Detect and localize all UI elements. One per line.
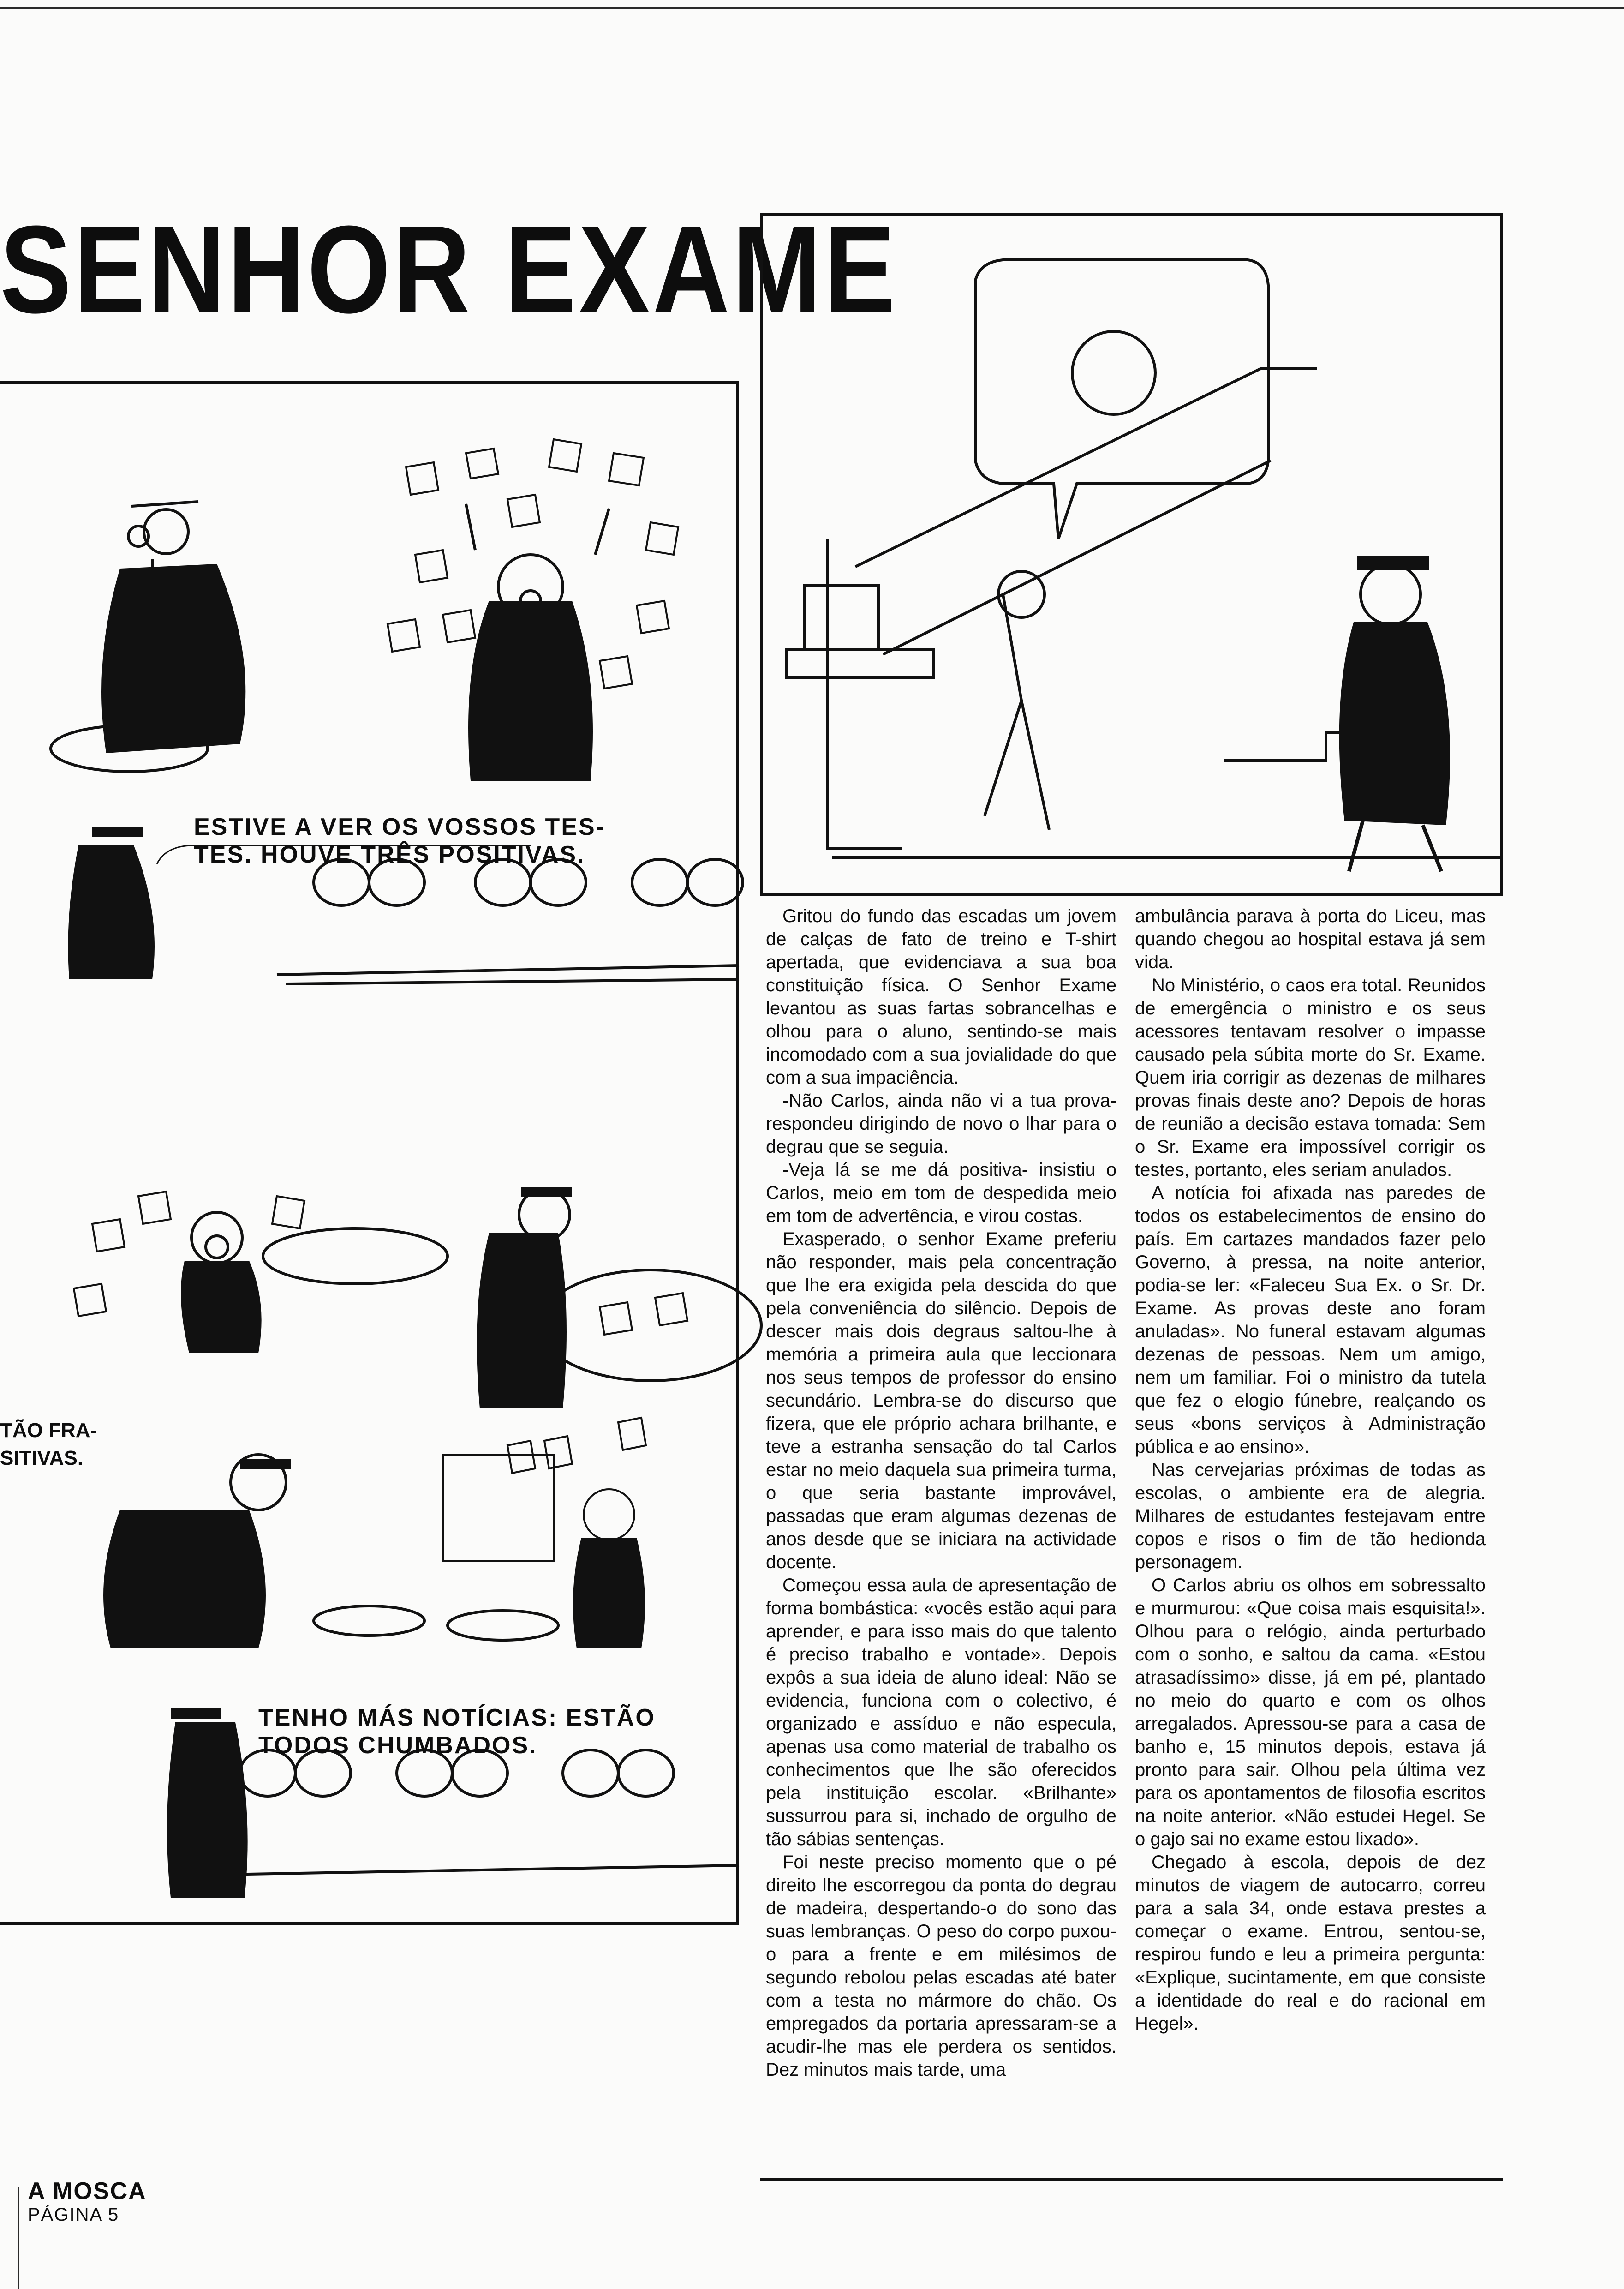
paragraph: Chegado à escola, depois de dez minutos de viagem de autocarro, correu para a sala 34, onde estava prestes a começar o exame. Entrou, sentou-se, respirou fundo e leu a primeira pergunta: «Explique, sucintamente, em que consiste a identidade do real e do racional em Hegel».: [1135, 1852, 1486, 2034]
scan-left-edge: [18, 2187, 19, 2289]
thought-bubble: [975, 260, 1268, 539]
cut-off-bubble-text: TÃO FRA- SITIVAS.: [0, 1419, 97, 1469]
students-row5: [221, 1750, 739, 1875]
paragraph: Foi neste preciso momento que o pé direito lhe escorregou da ponta do degrau de madeira, despertando-o do sono das suas lembranças. O peso do corpo puxou-o para a frente e em milésimos de segundo rebolou pelas escadas até bater com a testa no mármore do chão. Os empregados da portaria apressaram-se a acudir-lhe mas ele perdera os sentidos. Dez minutos mais tarde, uma: [766, 1852, 1116, 2080]
gown-2: [468, 601, 593, 781]
gown-5: [477, 1233, 567, 1408]
professor-walking-gown: [1339, 622, 1450, 825]
professor-legs: [1349, 821, 1441, 871]
comic-strip-left: [0, 381, 739, 1925]
paragraph: No Ministério, o caos era total. Reunidos de emergência o ministro e os seus acessores tentavam resolver o impasse causado pela súbita morte do Sr. Exame. Quem iria corrigir as dezenas de milhares provas finais deste ano? Depois de horas de reunião a decisão estava tomada: Sem o Sr. Exame era impossível corrigir os testes, portanto, eles seriam anulados.: [1135, 975, 1486, 1180]
telephone: [805, 585, 878, 650]
speech-bubble-1-text: ESTIVE A VER OS VOSSOS TES- TES. HOUVE TRÊS POSITIVAS.: [194, 814, 606, 868]
page-footer: [28, 2178, 240, 2234]
paragraph: Exasperado, o senhor Exame preferiu não responder, mais pela concentração que lhe era exigida pela descida do que pela conveniência do silêncio. Depois de descer mais dois degraus saltou-lhe à memória a primeira aula que leccionara nos seus tempos de professor do ensino secundário. Lembra-se do discurso que fizera, que ele próprio achara brilhante, e teve a estranha sensação do tal Carlos estar no meio daquela sua primeira turma, o que seria bastante improvável, passadas que eram algumas dezenas de anos desde que se iniciara na actividade docente.: [766, 1229, 1116, 1572]
gown-8: [167, 1722, 248, 1898]
cap-6: [240, 1459, 291, 1469]
article-column-2: [1135, 905, 1486, 2160]
gown-7: [573, 1538, 645, 1648]
gown-4: [181, 1261, 262, 1353]
phone-table: [786, 650, 934, 677]
cap-5: [521, 1187, 572, 1197]
paragraph: Nas cervejarias próximas de todas as escolas, o ambiente era de alegria. Milhares de estudantes festejavam entre copos e risos o fim de tão hedionda personagem.: [1135, 1460, 1486, 1572]
staircase-rail-lower: [883, 461, 1271, 654]
paragraph: Começou essa aula de apresentação de forma bombástica: «vocês estão aqui para aprender, e para isso mais do que talento é preciso trabalho e vontade». Depois expôs a sua ideia de aluno ideal: Não se evidencia, funciona com o colectivo, é organizado e assíduo e não especula, apenas usa como material de trabalho os conhecimentos que lhe são oferecidos pela instituição escolar. «Brilhante» sussurrou para si, inchado de orgulho de tão sábias sentenças.: [766, 1575, 1116, 1849]
page-number: PÁGINA 5: [28, 2205, 119, 2225]
article-column-1: [766, 905, 1116, 2160]
cap-8: [171, 1708, 221, 1719]
article-bottom-rule: [760, 2178, 1503, 2181]
paragraph: -Veja lá se me dá positiva- insistiu o Carlos, meio em tom de despedida meio em tom de advertência, e virou costas.: [766, 1160, 1116, 1226]
paragraph: ambulância parava à porta do Liceu, mas quando chegou ao hospital estava já sem vida.: [1135, 906, 1486, 972]
paragraph: Gritou do fundo das escadas um jovem de calças de fato de treino e T-shirt apertada, que evidenciava a sua boa constituição física. O Senhor Exame levantou as suas fartas sobrancelhas e olhou para o aluno, sentindo-se mais incomodado com a sua jovialidade do que com a sua impaciência.: [766, 906, 1116, 1088]
publication-name: A MOSCA: [28, 2178, 147, 2205]
comic-strip-drawing: [0, 384, 739, 1928]
students-row2: [277, 859, 743, 984]
gown-6: [103, 1510, 266, 1648]
gown-3: [68, 845, 155, 979]
comic-panel-right: [760, 213, 1503, 896]
cap-3: [92, 827, 143, 837]
paragraph: A notícia foi afixada nas paredes de todos os estabelecimentos de ensino do país. Em cartazes mandados fazer pelo Governo, à pressa, na noite anterior, podia-se ler: «Faleceu Sua Ex. o Sr. Dr. Exame. As provas deste ano foram anuladas». No funeral estavam algumas dezenas de pessoas. Nem um amigo, nem um familiar. Foi o ministro da tutela que fez o elogio fúnebre, realçando os seus «bons serviços à Administração pública e ao ensino».: [1135, 1183, 1486, 1457]
staircase-scene: [763, 216, 1501, 894]
professor-writing-board: [231, 1455, 558, 1640]
paragraph: -Não Carlos, ainda não vi a tua prova- respondeu dirigindo de novo o lhar para o degrau que se seguia.: [766, 1091, 1116, 1157]
student-on-phone: [985, 594, 1049, 830]
dreamer-head: [1072, 331, 1155, 414]
speech-bubble-2-text: TENHO MÁS NOTÍCIAS: ESTÃO TODOS CHUMBADOS.: [258, 1704, 656, 1759]
gown-1: [102, 564, 245, 753]
papers-row3: [74, 1192, 687, 1335]
paragraph: O Carlos abriu os olhos em sobressalto e murmurou: «Que coisa mais esquisita!». Olhou para o relógio, ainda perturbado com o sonho, e saltou da cama. «Estou atrasadíssimo» disse, já em pé, plantado no meio do quarto e com os olhos arregalados. Apressou-se para a casa de banho e, 15 minutos depois, estava já pronto para sair. Olhou pela última vez para os apontamentos de filosofia escritos na noite anterior. «Não estudei Hegel. Se o gajo sai no exame estou lixado».: [1135, 1575, 1486, 1849]
headline: SENHOR EXAME: [0, 200, 898, 339]
scan-top-edge: [0, 7, 1624, 9]
staircase-rail: [855, 368, 1317, 567]
article-body: [766, 905, 1504, 2160]
professor-walking-head: [1361, 564, 1421, 624]
